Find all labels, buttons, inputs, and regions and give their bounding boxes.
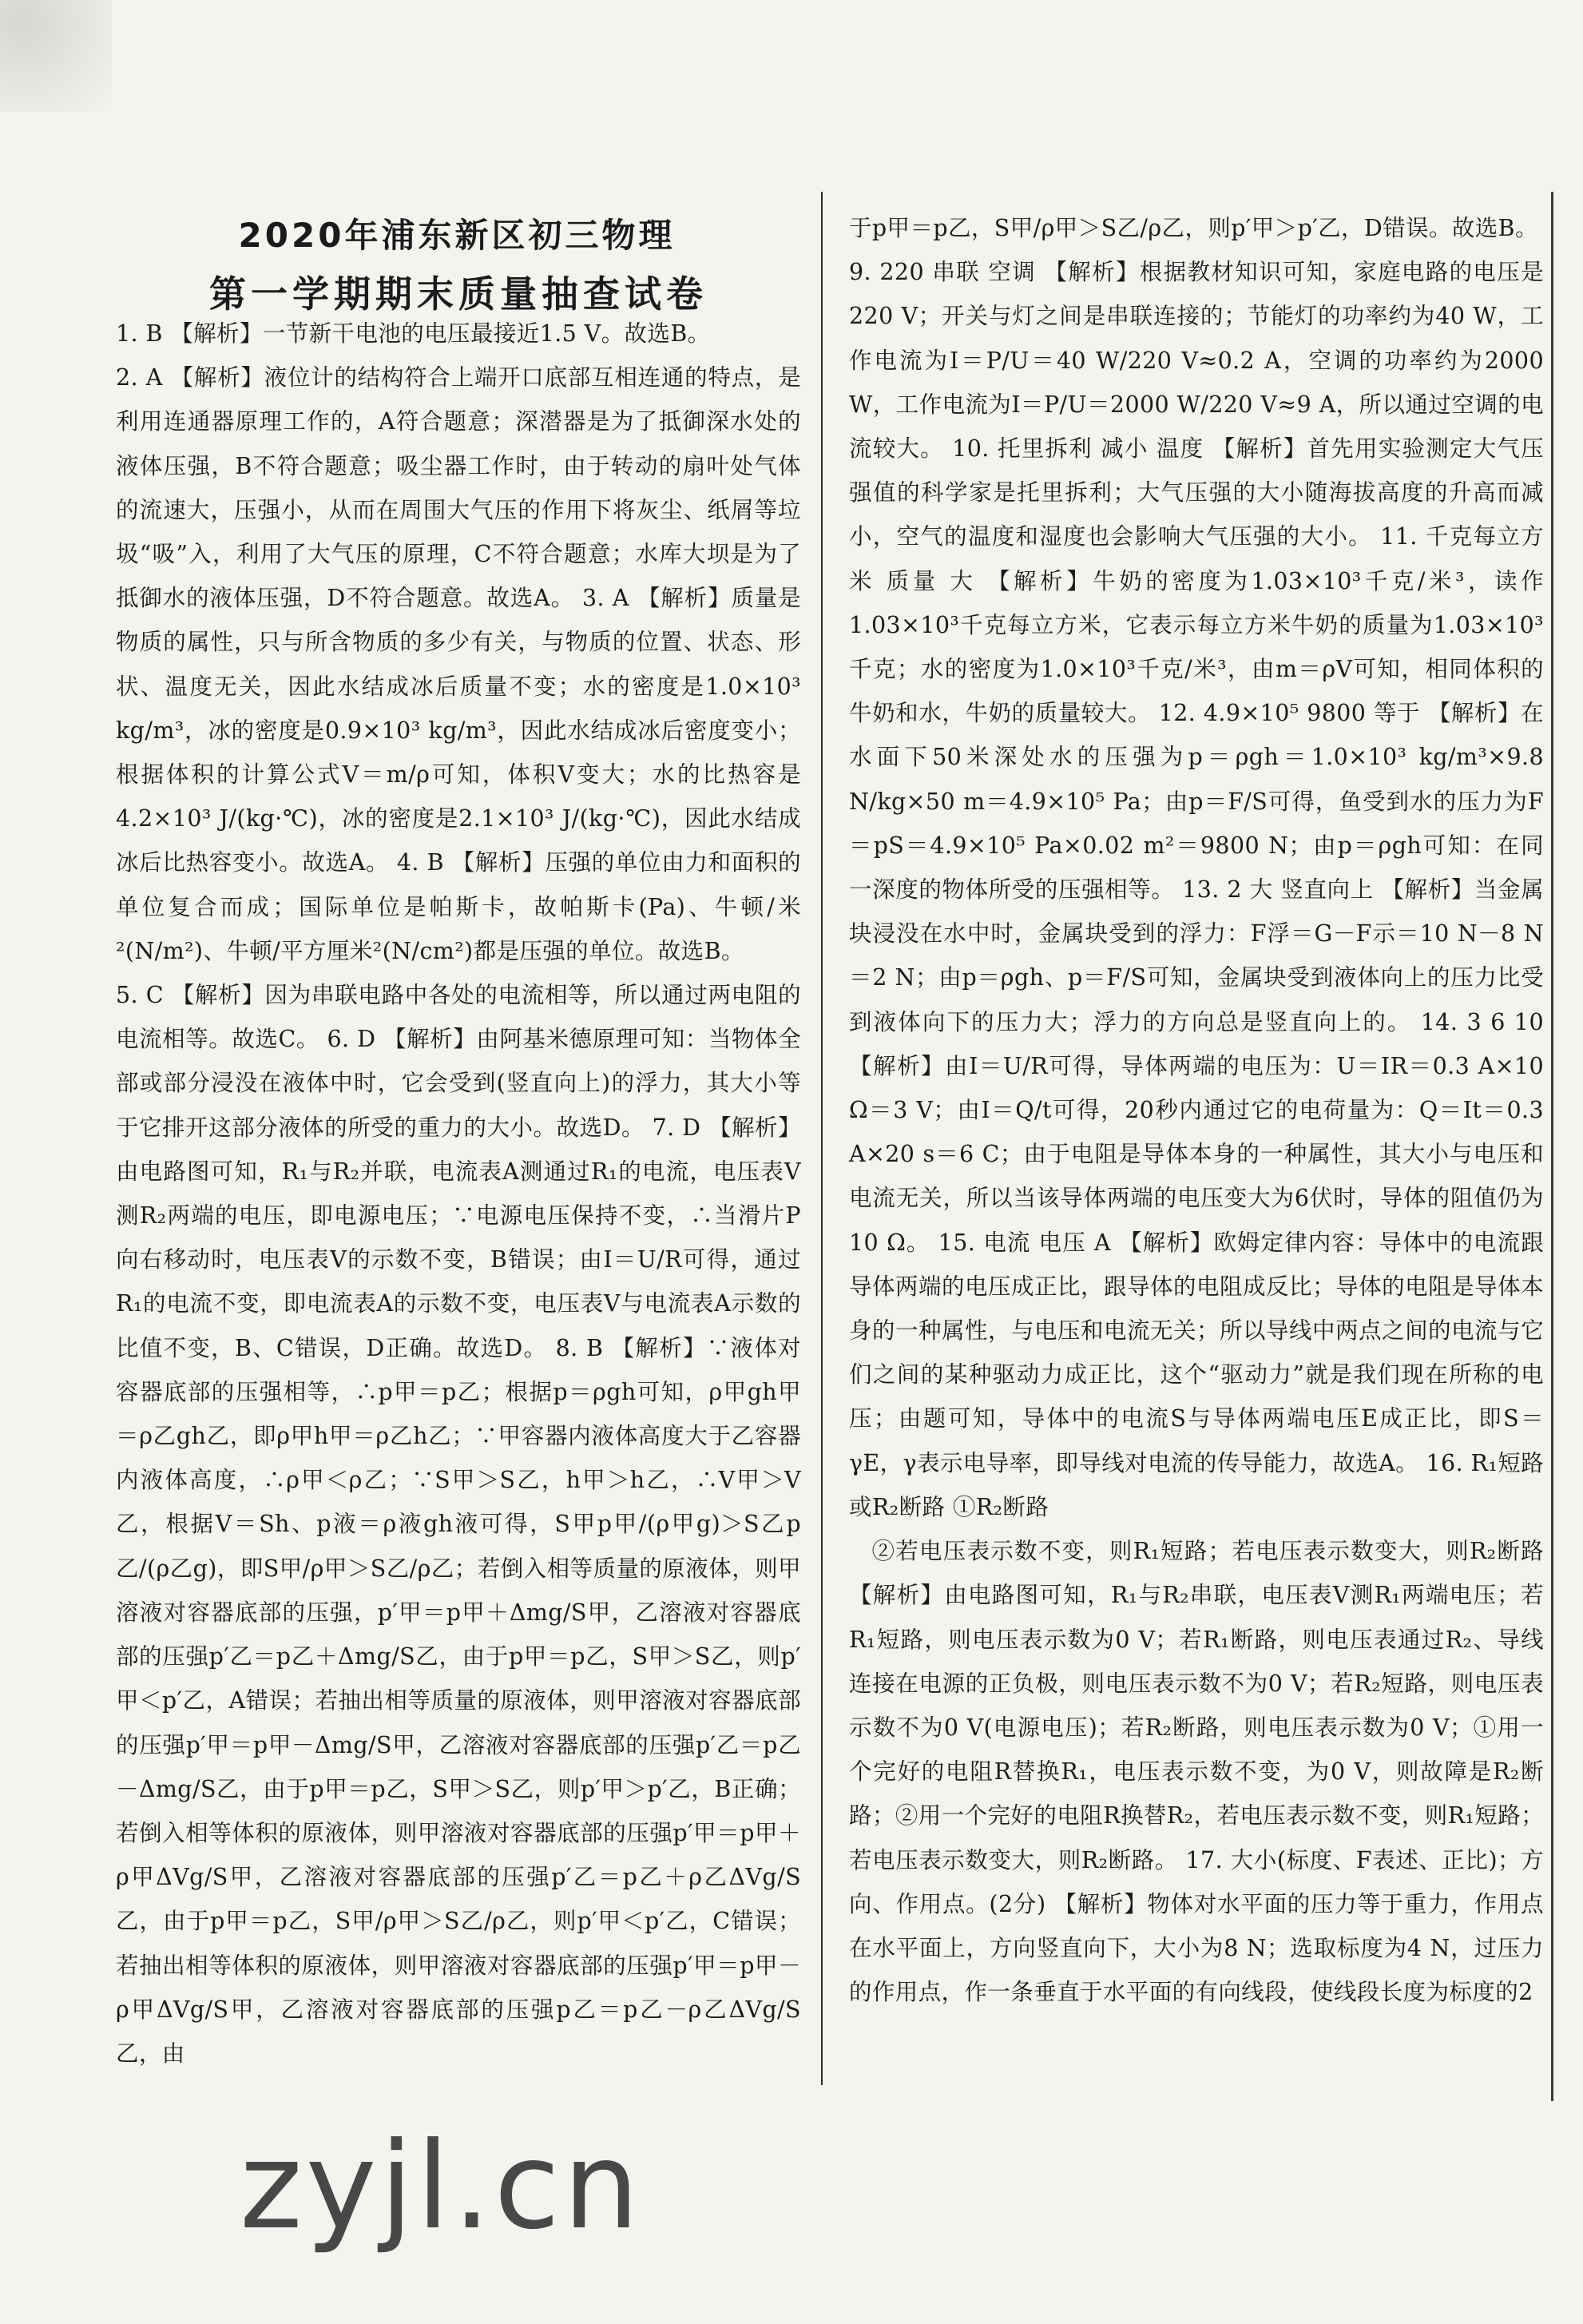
answer-paragraph: 5. C 【解析】因为串联电路中各处的电流相等，所以通过两电阻的电流相等。故选C。 6. D 【解析】由阿基米德原理可知：当物体全部或部分浸没在液体中时，它会受到(竖直向上)的浮力，其大小等于它排开这部分液体的所受的重力的大小。故选D。 7. D 【解析】由电路图可知，R₁与R₂并联，电流表A测通过R₁的电流，电压表V测R₂两端的电压，即电源电压；∵电源电压保持不变，∴当滑片P向右移动时，电压表V的示数不变，B错误；由I＝U/R可得，通过R₁的电流不变，即电流表A的示数不变，电压表V与电流表A示数的比值不变，B、C错误，D正确。故选D。 8. B 【解析】∵液体对容器底部的压强相等，∴p甲＝p乙；根据p＝ρgh可知，ρ甲gh甲＝ρ乙gh乙，即ρ甲h甲＝ρ乙h乙；∵甲容器内液体高度大于乙容器内液体高度，∴ρ甲＜ρ乙；∵S甲＞S乙，h甲＞h乙，∴V甲＞V乙，根据V＝Sh、p液＝ρ液gh液可得，S甲p甲/(ρ甲g)＞S乙p乙/(ρ乙g)，即S甲/ρ甲＞S乙/ρ乙；若倒入相等质量的原液体，则甲溶液对容器底部的压强，p′甲＝p甲＋Δmg/S甲，乙溶液对容器底部的压强p′乙＝p乙＋Δmg/S乙，由于p甲＝p乙，S甲＞S乙，则p′甲＜p′乙，A错误；若抽出相等质量的原液体，则甲溶液对容器底部的压强p′甲＝p甲－Δmg/S甲，乙溶液对容器底部的压强p′乙＝p乙－Δmg/S乙，由于p甲＝p乙，S甲＞S乙，则p′甲＞p′乙，B正确；若倒入相等体积的原液体，则甲溶液对容器底部的压强p′甲＝p甲＋ρ甲ΔVg/S甲，乙溶液对容器底部的压强p′乙＝p乙＋ρ乙ΔVg/S乙，由于p甲＝p乙，S甲/ρ甲＞S乙/ρ乙，则p′甲＜p′乙，C错误；若抽出相等体积的原液体，则甲溶液对容器底部的压强p′甲＝p甲－ρ甲ΔVg/S甲，乙溶液对容器底部的压强p乙＝p乙－ρ乙ΔVg/S乙，由 (116, 982, 801, 2067)
answer-paragraph: 1. B 【解析】一节新干电池的电压最接近1.5 V。故选B。 (116, 320, 711, 347)
exam-title-line2: 第一学期期末质量抽查试卷 (209, 272, 708, 316)
page-edge-rule (1551, 192, 1553, 2101)
answer-paragraph: 于p甲＝p乙，S甲/ρ甲＞S乙/ρ乙，则p′甲＞p′乙，D错误。故选B。 (849, 215, 1538, 241)
column-divider (821, 192, 823, 2085)
answer-paragraph: 9. 220 串联 空调 【解析】根据教材知识可知，家庭电路的电压是220 V；开关与灯之间是串联连接的；节能灯的功率约为40 W，工作电流为I＝P/U＝40 W/220 V≈0.2 A，空调的功率约为2000 W，工作电流为I＝P/U＝2000 W/220 V≈9 A，所以通过空调的电流较大。 10. 托里拆利 减小 温度 【解析】首先用实验测定大气压强值的科学家是托里拆利；大气压强的大小随海拔高度的升高而减小，空气的温度和湿度也会影响大气压强的大小。 11. 千克每立方米 质量 大 【解析】牛奶的密度为1.03×10³千克/米³，读作1.03×10³千克每立方米，它表示每立方米牛奶的质量为1.03×10³千克；水的密度为1.0×10³千克/米³，由m＝ρV可知，相同体积的牛奶和水，牛奶的质量较大。 12. 4.9×10⁵ 9800 等于 【解析】在水面下50米深处水的压强为p＝ρgh＝1.0×10³ kg/m³×9.8 N/kg×50 m＝4.9×10⁵ Pa；由p＝F/S可得，鱼受到水的压力为F＝pS＝4.9×10⁵ Pa×0.02 m²＝9800 N；由p＝ρgh可知：在同一深度的物体所受的压强相等。 13. 2 大 竖直向上 【解析】当金属块浸没在水中时，金属块受到的浮力：F浮＝G－F示＝10 N－8 N＝2 N；由p＝ρgh、p＝F/S可知，金属块受到液体向上的压力比受到液体向下的压力大；浮力的方向总是竖直向上的。 14. 3 6 10 【解析】由I＝U/R可得，导体两端的电压为：U＝IR＝0.3 A×10 Ω＝3 V；由I＝Q/t可得，20秒内通过它的电荷量为：Q＝It＝0.3 A×20 s＝6 C；由于电阻是导体本身的一种属性，其大小与电压和电流无关，所以当该导体两端的电压变大为6伏时，导体的阻值仍为10 Ω。 15. 电流 电压 A 【解析】欧姆定律内容：导体中的电流跟导体两端的电压成正比，跟导体的电阻成反比；导体的电阻是导体本身的一种属性，与电压和电流无关；所以导线中两点之间的电流与它们之间的某种驱动力成正比，这个“驱动力”就是我们现在所称的电压；由题可知，导体中的电流S与导体两端电压E成正比，即S＝γE，γ表示电导率，即导线对电流的传导能力，故选A。 16. R₁短路或R₂断路 ①R₂断路 (849, 259, 1544, 1520)
answer-paragraph: ②若电压表示数不变，则R₁短路；若电压表示数变大，则R₂断路 【解析】由电路图可知，R₁与R₂串联，电压表V测R₁两端电压；若R₁短路，则电压表示数为0 V；若R₁断路，则电压表通过R₂、导线连接在电源的正负极，则电压表示数不为0 V；若R₂短路，则电压表示数不为0 V(电源电压)；若R₂断路，则电压表示数为0 V；①用一个完好的电阻R替换R₁，电压表示数不变，为0 V，则故障是R₂断路；②用一个完好的电阻R换替R₂，若电压表示数不变，则R₁短路；若电压表示数变大，则R₂断路。 17. 大小(标度、F表述、正比)；方向、作用点。(2分) 【解析】物体对水平面的压力等于重力，作用点在水平面上，方向竖直向下，大小为8 N；选取标度为4 N，过压力的作用点，作一条垂直于水平面的有向线段，使线段长度为标度的2 (849, 1538, 1544, 2006)
page-corner-shade (0, 0, 112, 112)
watermark-text: zyjl.cn (240, 2117, 643, 2256)
answer-paragraph: 2. A 【解析】液位计的结构符合上端开口底部互相连通的特点，是利用连通器原理工作的，A符合题意；深潜器是为了抵御深水处的液体压强，B不符合题意；吸尘器工作时，由于转动的扇叶处气体的流速大，压强小，从而在周围大气压的作用下将灰尘、纸屑等垃圾“吸”入，利用了大气压的原理，C不符合题意；水库大坝是为了抵御水的液体压强，D不符合题意。故选A。 3. A 【解析】质量是物质的属性，只与所含物质的多少有关，与物质的位置、状态、形状、温度无关，因此水结成冰后质量不变；水的密度是1.0×10³ kg/m³，冰的密度是0.9×10³ kg/m³，因此水结成冰后密度变小；根据体积的计算公式V＝m/ρ可知，体积V变大；水的比热容是4.2×10³ J/(kg·℃)，冰的密度是2.1×10³ J/(kg·℃)，因此水结成冰后比热容变小。故选A。 4. B 【解析】压强的单位由力和面积的单位复合而成；国际单位是帕斯卡，故帕斯卡(Pa)、牛顿/米²(N/m²)、牛顿/平方厘米²(N/cm²)都是压强的单位。故选B。 (116, 364, 801, 964)
right-column (849, 206, 1544, 2014)
exam-title-line1: 2020年浦东新区初三物理 (238, 216, 676, 255)
left-column (116, 312, 801, 2076)
